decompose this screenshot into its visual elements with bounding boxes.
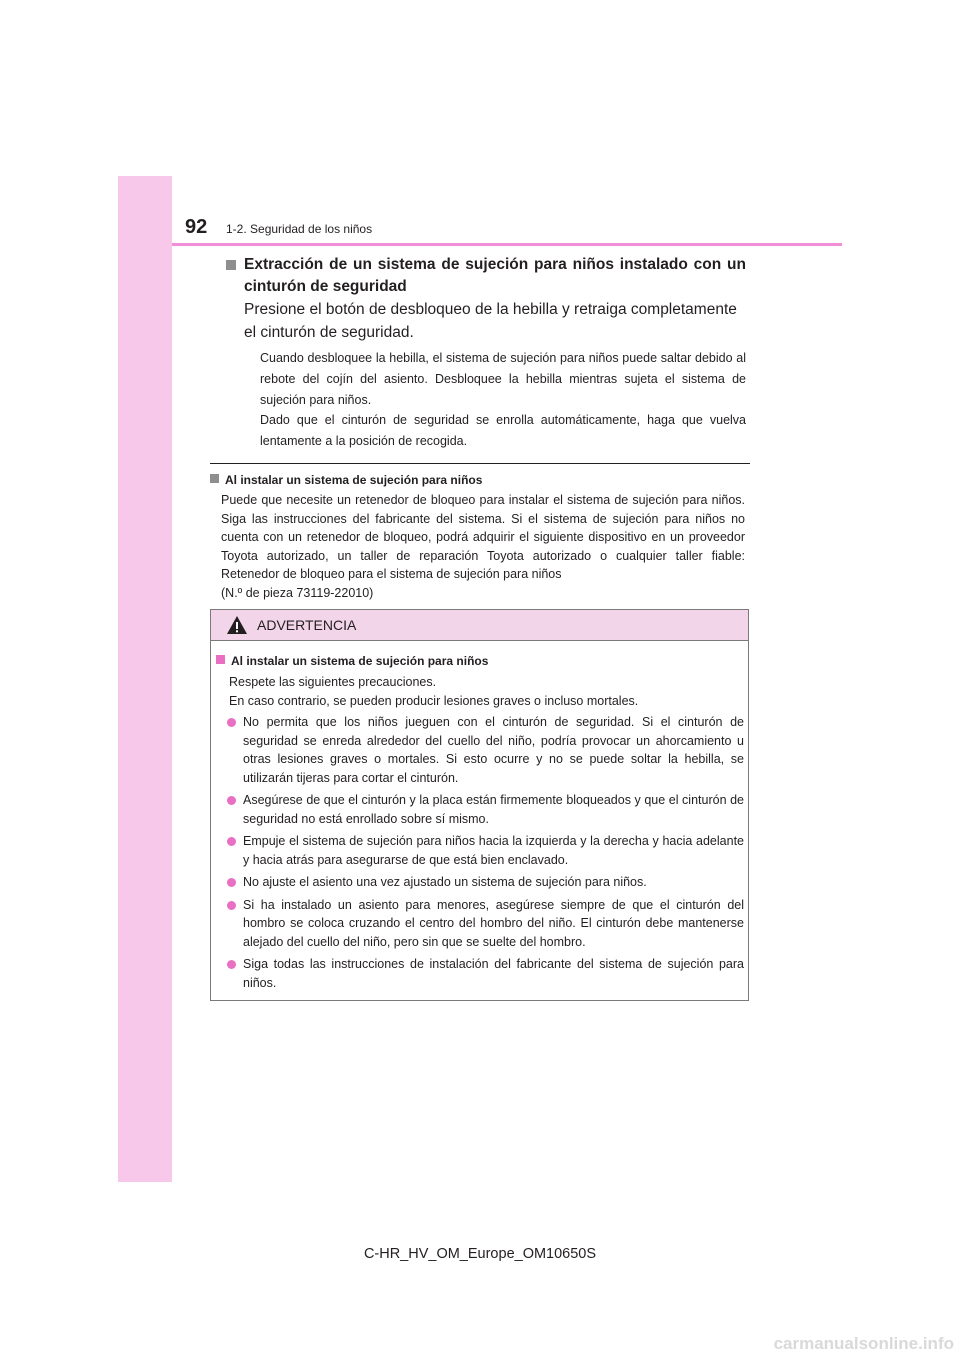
section-divider: [210, 463, 750, 464]
warning-intro: [229, 673, 744, 710]
list-item: No permita que los niños jueguen con el cinturón de seguridad. Si el cinturón de seguridad se enreda alrededor del cuello del niño, podría provocar un ahorcamiento u otras lesiones graves o mortales. Si esto ocurre y no se puede soltar la hebilla, se utilizarán tijeras para cortar el cinturón.: [225, 713, 744, 787]
warning-list: [225, 713, 744, 996]
procedure-heading: [226, 254, 746, 298]
bullet-dot-icon: [227, 796, 236, 805]
footer-document-code: C-HR_HV_OM_Europe_OM10650S: [363, 1246, 597, 1262]
info-heading: [210, 473, 482, 487]
bullet-dot-icon: [227, 960, 236, 969]
bullet-dot-icon: [227, 878, 236, 887]
bullet-dot-icon: [227, 718, 236, 727]
list-item: Si ha instalado un asiento para menores, asegúrese siempre de que el cinturón del hombro se coloca cruzando el centro del hombro del niño. El cinturón debe mantenerse alejado del cuello del niño, pero sin que se suelte del hombro.: [225, 896, 744, 952]
procedure-heading-text: Extracción de un sistema de sujeción para niños instalado con un cinturón de seguridad: [244, 256, 746, 295]
bullet-dot-icon: [227, 901, 236, 910]
section-title: 1-2. Seguridad de los niños: [226, 222, 373, 236]
procedure-note: Dado que el cinturón de seguridad se enrolla automáticamente, haga que vuelva lentamente a la posición de recogida.: [260, 413, 746, 448]
warning-intro-line: Respete las siguientes precauciones.: [229, 675, 437, 689]
header-rule: [172, 243, 842, 246]
list-item: Empuje el sistema de sujeción para niños hacia la izquierda y la derecha y hacia adelante y hacia atrás para asegurarse de que está bien enclavado.: [225, 832, 744, 869]
bullet-dot-icon: [227, 837, 236, 846]
info-body: [221, 491, 745, 602]
warning-subheading-text: Al instalar un sistema de sujeción para niños: [231, 654, 489, 668]
page-number: 92: [185, 216, 208, 238]
list-item: No ajuste el asiento una vez ajustado un sistema de sujeción para niños.: [225, 873, 744, 892]
warning-title: ADVERTENCIA: [257, 617, 357, 633]
list-item: Siga todas las instrucciones de instalación del fabricante del sistema de sujeción para niños.: [225, 955, 744, 992]
warning-subheading: [216, 654, 488, 668]
watermark: carmanualsonline.info: [773, 1334, 954, 1353]
warning-intro-line: En caso contrario, se pueden producir lesiones graves o incluso mortales.: [229, 693, 639, 708]
warning-triangle-icon: [226, 615, 248, 640]
square-bullet-icon: [216, 655, 225, 664]
procedure-note: Cuando desbloquee la hebilla, el sistema de sujeción para niños puede saltar debido al rebote del cojín del asiento. Desbloquee la hebilla mientras sujeta el sistema de sujeción para niños.: [260, 351, 746, 407]
list-item: Asegúrese de que el cinturón y la placa están firmemente bloqueados y que el cinturón de seguridad no está enrollado sobre sí mismo.: [225, 791, 744, 828]
warning-header: [211, 610, 748, 641]
procedure-instruction: Presione el botón de desbloqueo de la hebilla y retraiga completamente el cinturón de seguridad.: [244, 301, 737, 341]
info-paragraph: Puede que necesite un retenedor de bloqueo para instalar el sistema de sujeción para niños. Siga las instrucciones del fabricante del sistema. Si el sistema de sujeción para niños no cuenta con un retenedor de bloqueo, podrá adquirir el siguiente dispositivo en un proveedor Toyota autorizado, un taller de reparación Toyota autorizado o cualquier taller fiable: Retenedor de bloqueo para el sistema de sujeción para niños: [221, 493, 745, 581]
info-heading-text: Al instalar un sistema de sujeción para niños: [225, 473, 483, 487]
square-bullet-icon: [210, 474, 219, 483]
part-number: (N.º de pieza 73119-22010): [221, 585, 374, 600]
square-bullet-icon: [226, 260, 236, 270]
sidebar-tab: [118, 176, 172, 1182]
warning-box: [210, 609, 749, 1001]
